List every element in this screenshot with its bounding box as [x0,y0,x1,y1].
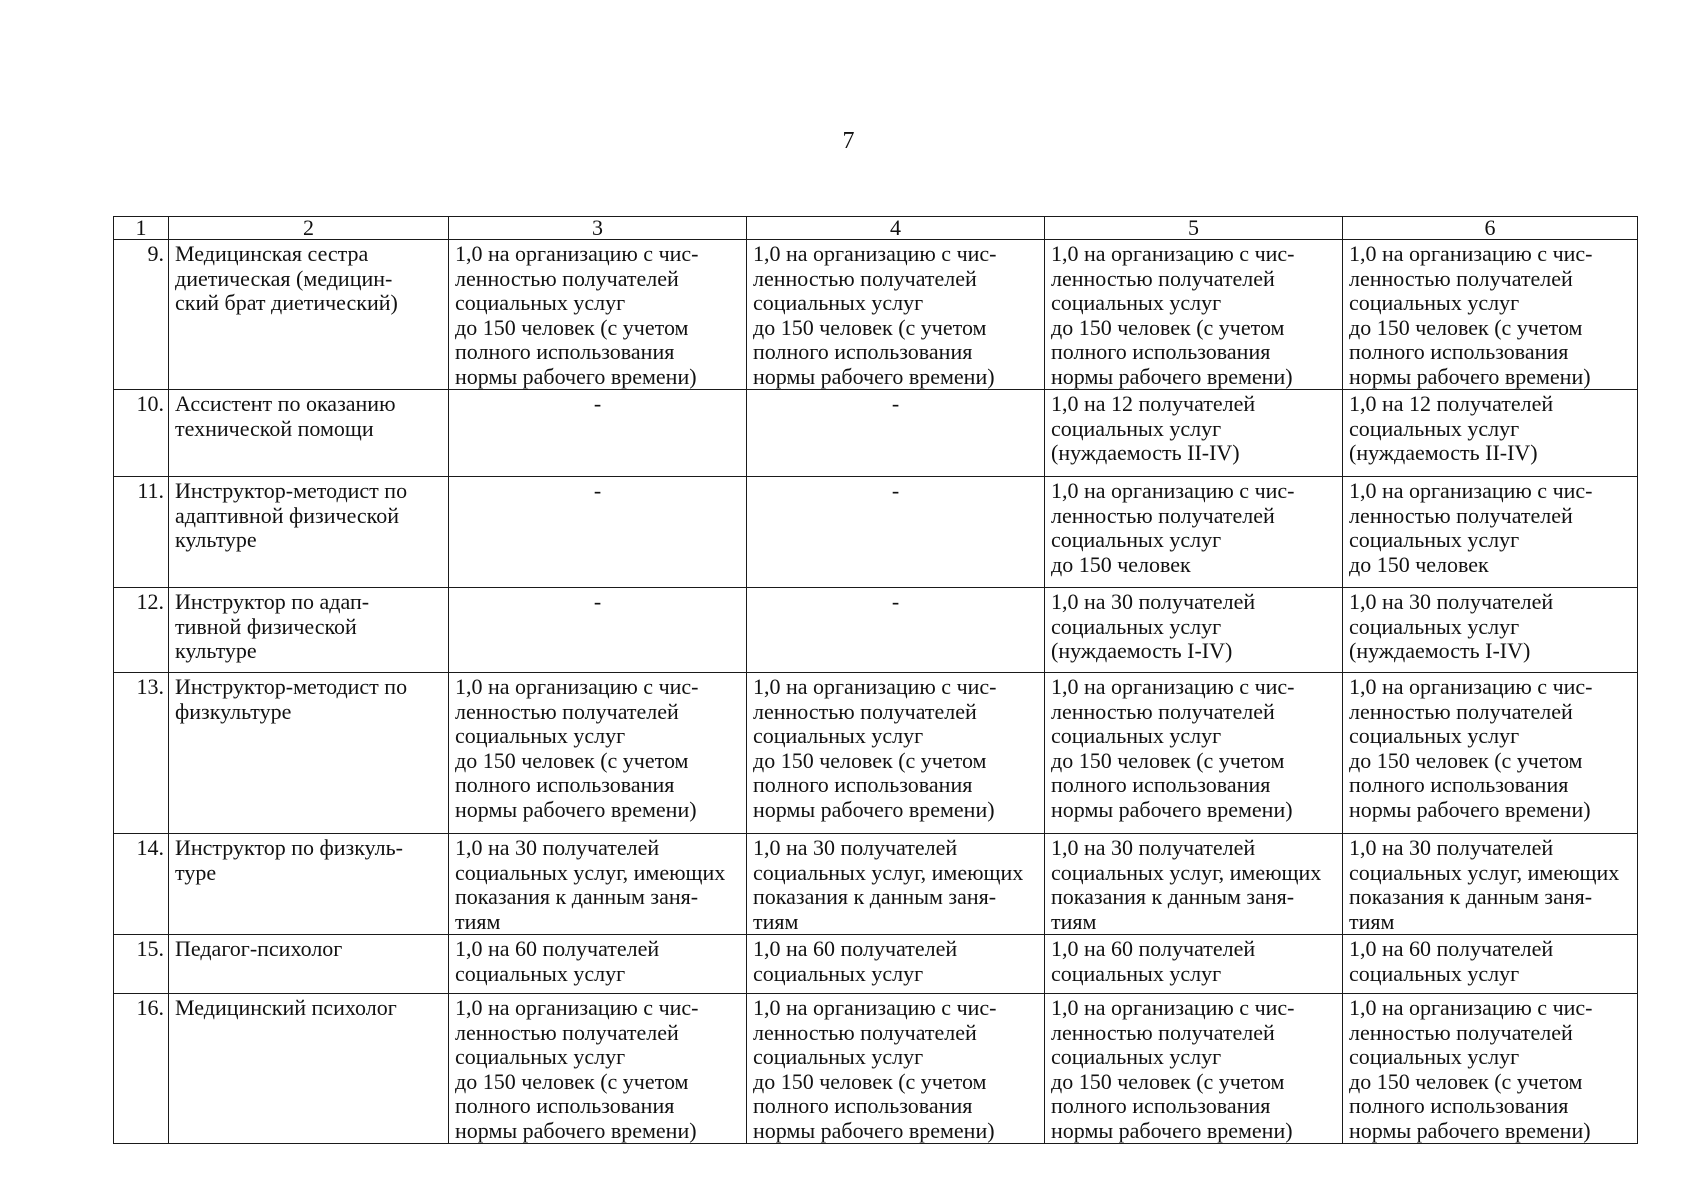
norm-cell: - [747,477,1045,588]
norm-cell: 1,0 на 60 получателей социальных услуг [1343,935,1638,994]
norm-cell: 1,0 на организацию с чис- ленностью получателей социальных услуг до 150 человек (с учетом полного использования нормы рабочего времени) [449,994,747,1144]
page-number: 7 [842,128,855,154]
norm-cell: 1,0 на организацию с чис- ленностью получателей социальных услуг до 150 человек (с учетом полного использования нормы рабочего времени) [1343,673,1638,834]
norm-cell: 1,0 на 12 получателей социальных услуг (нуждаемость II-IV) [1045,390,1343,477]
table-row [114,390,1638,477]
row-number: 12. [114,588,169,673]
position-title: Медицинская сестра диетическая (медицин- ский брат диетический) [169,240,449,390]
norm-cell: 1,0 на организацию с чис- ленностью получателей социальных услуг до 150 человек (с учетом полного использования нормы рабочего времени) [449,240,747,390]
row-number: 14. [114,834,169,935]
norm-cell: - [449,390,747,477]
row-number: 15. [114,935,169,994]
column-number: 1 [114,217,169,240]
norm-cell: 1,0 на 30 получателей социальных услуг, имеющих показания к данным заня- тиям [1045,834,1343,935]
norm-cell: 1,0 на 30 получателей социальных услуг, имеющих показания к данным заня- тиям [747,834,1045,935]
norm-cell: 1,0 на организацию с чис- ленностью получателей социальных услуг до 150 человек (с учетом полного использования нормы рабочего времени) [1343,240,1638,390]
row-number: 16. [114,994,169,1144]
norm-cell: 1,0 на организацию с чис- ленностью получателей социальных услуг до 150 человек (с учетом полного использования нормы рабочего времени) [1343,994,1638,1144]
column-number: 6 [1343,217,1638,240]
norm-cell: 1,0 на 30 получателей социальных услуг, имеющих показания к данным заня- тиям [1343,834,1638,935]
table-row [114,477,1638,588]
norm-cell: 1,0 на организацию с чис- ленностью получателей социальных услуг до 150 человек (с учетом полного использования нормы рабочего времени) [747,994,1045,1144]
table-row [114,673,1638,834]
table-row [114,994,1638,1144]
position-title: Инструктор по физкуль- туре [169,834,449,935]
column-number: 3 [449,217,747,240]
norm-cell: 1,0 на 12 получателей социальных услуг (нуждаемость II-IV) [1343,390,1638,477]
row-number: 10. [114,390,169,477]
norm-cell: 1,0 на 60 получателей социальных услуг [747,935,1045,994]
norm-cell: 1,0 на организацию с чис- ленностью получателей социальных услуг до 150 человек (с учетом полного использования нормы рабочего времени) [1045,673,1343,834]
position-title: Ассистент по оказанию технической помощи [169,390,449,477]
norm-cell: - [747,588,1045,673]
row-number: 11. [114,477,169,588]
position-title: Инструктор по адап- тивной физической культуре [169,588,449,673]
row-number: 9. [114,240,169,390]
position-title: Инструктор-методист по адаптивной физической культуре [169,477,449,588]
norm-cell: 1,0 на организацию с чис- ленностью получателей социальных услуг до 150 человек (с учетом полного использования нормы рабочего времени) [449,673,747,834]
norm-cell: 1,0 на 30 получателей социальных услуг, имеющих показания к данным заня- тиям [449,834,747,935]
column-number: 4 [747,217,1045,240]
norm-cell: - [747,390,1045,477]
table-row [114,834,1638,935]
staffing-norms-table [113,216,1638,1144]
norm-cell: 1,0 на 30 получателей социальных услуг (нуждаемость I-IV) [1045,588,1343,673]
table-row [114,935,1638,994]
table-row [114,240,1638,390]
norm-cell: 1,0 на организацию с чис- ленностью получателей социальных услуг до 150 человек (с учетом полного использования нормы рабочего времени) [747,673,1045,834]
position-title: Педагог-психолог [169,935,449,994]
norm-cell: 1,0 на организацию с чис- ленностью получателей социальных услуг до 150 человек [1045,477,1343,588]
row-number: 13. [114,673,169,834]
norm-cell: 1,0 на 30 получателей социальных услуг (нуждаемость I-IV) [1343,588,1638,673]
norm-cell: 1,0 на организацию с чис- ленностью получателей социальных услуг до 150 человек (с учетом полного использования нормы рабочего времени) [1045,240,1343,390]
column-number: 5 [1045,217,1343,240]
norm-cell: 1,0 на организацию с чис- ленностью получателей социальных услуг до 150 человек (с учетом полного использования нормы рабочего времени) [1045,994,1343,1144]
norm-cell: 1,0 на 60 получателей социальных услуг [449,935,747,994]
table-row [114,588,1638,673]
column-number: 2 [169,217,449,240]
position-title: Инструктор-методист по физкультуре [169,673,449,834]
norm-cell: 1,0 на организацию с чис- ленностью получателей социальных услуг до 150 человек (с учетом полного использования нормы рабочего времени) [747,240,1045,390]
position-title: Медицинский психолог [169,994,449,1144]
column-number-row [114,217,1638,240]
norm-cell: 1,0 на организацию с чис- ленностью получателей социальных услуг до 150 человек [1343,477,1638,588]
norm-cell: - [449,588,747,673]
norm-cell: 1,0 на 60 получателей социальных услуг [1045,935,1343,994]
norm-cell: - [449,477,747,588]
